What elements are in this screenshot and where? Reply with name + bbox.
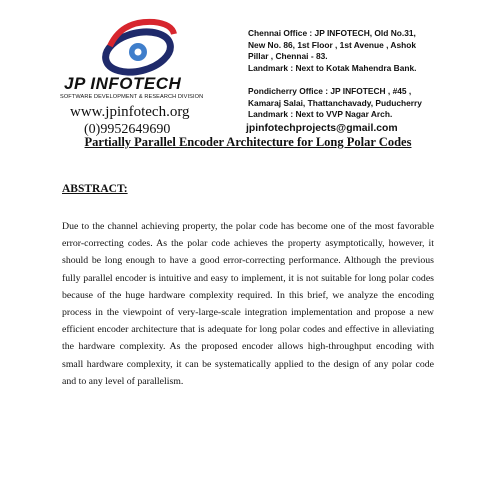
- logo-core-highlight: [135, 49, 142, 56]
- abstract-paragraph: Due to the channel achieving property, the polar code has become one of the most favorable error-correcting codes. As the polar code achieves the property asymptotically, however, it should be long enough to have a good error-correcting performance. Although the previous fully parallel encoder is intuitive and easy to implement, it is not suitable for long polar codes because of the huge hardware complexity required. In this brief, we analyze the encoding process in the viewpoint of very-large-scale integration implementation and propose a new efficient encoder architecture that is adequate for long polar codes and effective in alleviating the hardware complexity. As the proposed encoder allows high-throughput encoding with small hardware complexity, it can be systematically applied to the design of any polar code and to any level of parallelism.: [62, 221, 434, 387]
- pondicherry-office-line: Pondicherry Office : JP INFOTECH , #45 ,: [248, 86, 412, 96]
- brand-name: JP INFOTECH: [64, 74, 182, 93]
- pondicherry-office-line: Landmark : Next to VVP Nagar Arch.: [248, 109, 393, 120]
- chennai-office-line: Landmark : Next to Kotak Mahendra Bank.: [248, 62, 417, 73]
- chennai-office-line: Chennai Office : JP INFOTECH, Old No.31,: [248, 28, 416, 38]
- chennai-office-address: [248, 28, 416, 74]
- phone-number: (0)9952649690: [84, 122, 171, 137]
- division-tagline: SOFTWARE DEVELOPMENT & RESEARCH DIVISION: [60, 94, 204, 100]
- company-logo: [56, 12, 246, 137]
- website-link[interactable]: www.jpinfotech.org: [70, 104, 190, 120]
- contact-email[interactable]: jpinfotechprojects@gmail.com: [246, 123, 398, 134]
- chennai-office-line: New No. 86, 1st Floor , 1st Avenue , Ashok: [248, 39, 417, 50]
- document-title: Partially Parallel Encoder Architecture for Long Polar Codes: [84, 135, 412, 149]
- pondicherry-office-line: Kamaraj Salai, Thattanchavady, Puducherry: [248, 97, 422, 108]
- abstract-heading: ABSTRACT:: [62, 183, 128, 195]
- chennai-office-line: Pillar , Chennai - 83.: [248, 51, 328, 62]
- pondicherry-office-address: [248, 86, 422, 121]
